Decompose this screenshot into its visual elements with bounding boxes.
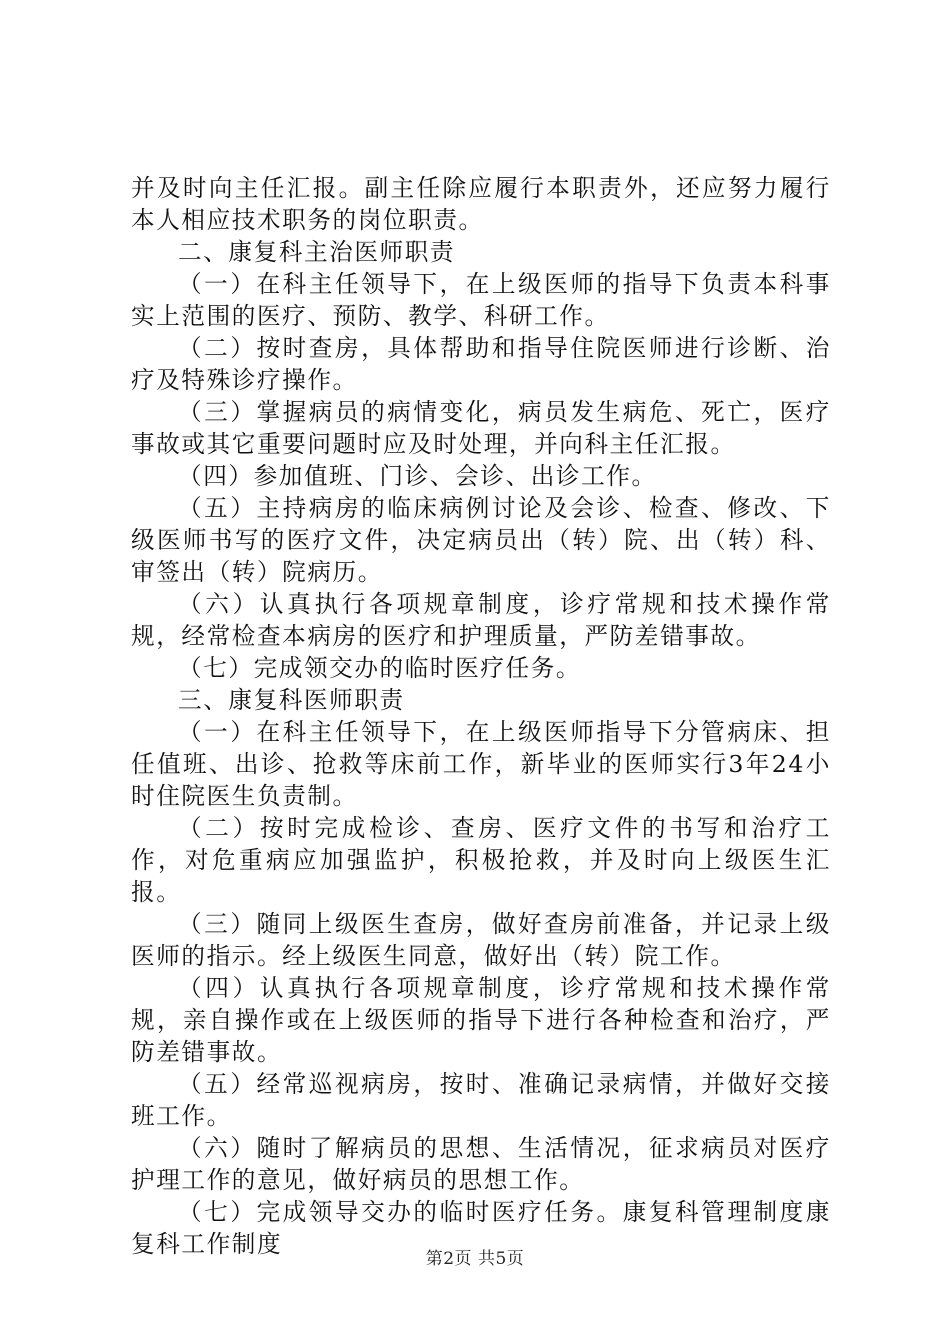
paragraph: （三）掌握病员的病情变化，病员发生病危、死亡，医疗事故或其它重要问题时应及时处理，并向科主任汇报。: [131, 398, 831, 458]
paragraph: （五）经常巡视病房，按时、准确记录病情，并做好交接班工作。: [131, 1070, 831, 1130]
paragraph: （二）按时完成检诊、查房、医疗文件的书写和治疗工作，对危重病应加强监护，积极抢救，并及时向上级医生汇报。: [131, 814, 831, 906]
paragraph: 二、康复科主治医师职责: [178, 238, 456, 266]
paragraph: 三、康复科医师职责: [178, 686, 405, 714]
paragraph: （三）随同上级医生查房，做好查房前准备，并记录上级医师的指示。经上级医生同意，做好出（转）院工作。: [131, 910, 831, 970]
paragraph: （四）认真执行各项规章制度，诊疗常规和技术操作常规，亲自操作或在上级医师的指导下进行各种检查和治疗，严防差错事故。: [131, 974, 831, 1066]
document-body: [131, 172, 831, 1260]
paragraph: （一）在科主任领导下，在上级医师指导下分管病床、担任值班、出诊、抢救等床前工作，新毕业的医师实行3年24小时住院医生负责制。: [131, 718, 831, 810]
paragraph: （二）按时查房，具体帮助和指导住院医师进行诊断、治疗及特殊诊疗操作。: [131, 334, 831, 394]
paragraph: （六）认真执行各项规章制度，诊疗常规和技术操作常规，经常检查本病房的医疗和护理质量，严防差错事故。: [131, 590, 831, 650]
paragraph: （七）完成领交办的临时医疗任务。: [178, 654, 582, 682]
paragraph: （一）在科主任领导下，在上级医师的指导下负责本科事实上范围的医疗、预防、教学、科研工作。: [131, 270, 831, 330]
paragraph: （四）参加值班、门诊、会诊、出诊工作。: [178, 462, 657, 490]
page-number-footer: 第2页 共5页: [425, 1249, 525, 1269]
paragraph: （六）随时了解病员的思想、生活情况，征求病员对医疗护理工作的意见，做好病员的思想工作。: [131, 1134, 831, 1194]
paragraph: （五）主持病房的临床病例讨论及会诊、检查、修改、下级医师书写的医疗文件，决定病员出（转）院、出（转）科、审签出（转）院病历。: [131, 494, 831, 586]
paragraph: 并及时向主任汇报。副主任除应履行本职责外，还应努力履行本人相应技术职务的岗位职责。: [131, 174, 831, 234]
paragraph: （七）完成领导交办的临时医疗任务。康复科管理制度康复科工作制度: [131, 1198, 831, 1258]
